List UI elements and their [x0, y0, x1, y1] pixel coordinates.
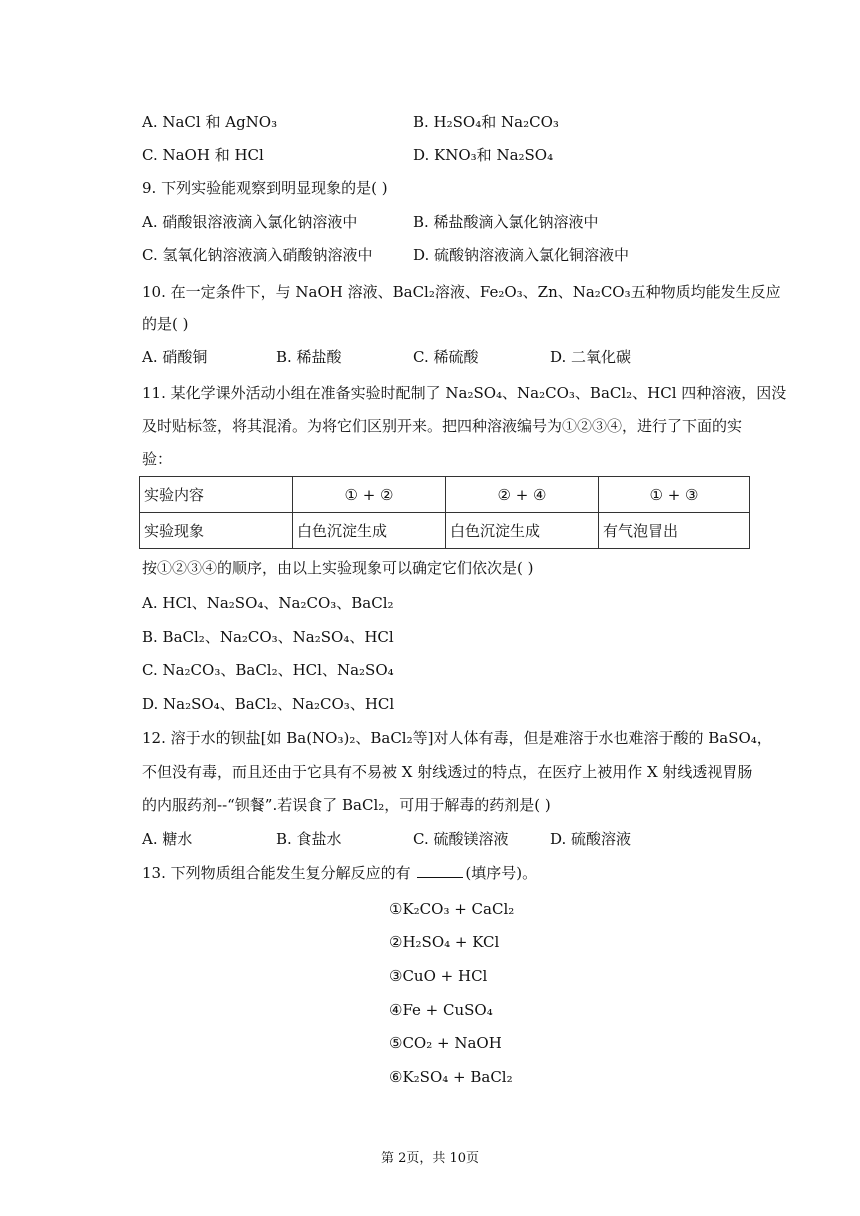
q11-option-b: B. BaCl₂、Na₂CO₃、Na₂SO₄、HCl — [142, 628, 394, 646]
q9-option-a: A. 硝酸银溶液滴入氯化钠溶液中 — [142, 213, 358, 231]
q10-option-d: D. 二氧化碳 — [550, 348, 632, 366]
q13-item: ③CuO + HCl — [389, 967, 488, 985]
q12-option-a: A. 糖水 — [142, 830, 193, 848]
q13-item: ④Fe + CuSO₄ — [389, 1001, 493, 1019]
q9-option-d: D. 硫酸钠溶液滴入氯化铜溶液中 — [413, 246, 630, 264]
q8-option-a: A. NaCl 和 AgNO₃ — [142, 113, 278, 131]
q13-stem-after: (填序号)。 — [465, 864, 538, 882]
page-footer: 第 2页，共 10页 — [380, 1151, 480, 1166]
table-cell: 有气泡冒出 — [599, 513, 750, 549]
q12-stem-line2: 不但没有毒，而且还由于它具有不易被 X 射线透过的特点，在医疗上被用作 X 射线透视胃肠 — [142, 763, 753, 781]
q11-stem-line2: 及时贴标签，将其混淆。为将它们区别开来。把四种溶液编号为①②③④，进行了下面的实 — [142, 417, 743, 435]
q8-option-d: D. KNO₃和 Na₂SO₄ — [413, 146, 554, 164]
q10-option-c: C. 稀硫酸 — [413, 348, 479, 366]
table-cell: 实验内容 — [140, 477, 293, 513]
q13-item: ⑥K₂SO₄ + BaCl₂ — [389, 1068, 513, 1086]
q11-stem-line3: 验： — [142, 450, 173, 468]
q13-item: ②H₂SO₄ + KCl — [389, 933, 500, 951]
q12-stem-line1: 12. 溶于水的钡盐[如 Ba(NO₃)₂、BaCl₂等]对人体有毒，但是难溶于水也难溶于酸的 BaSO₄， — [142, 729, 772, 747]
answer-blank — [417, 863, 463, 878]
table-cell: ① + ② — [293, 477, 446, 513]
q13-stem — [142, 862, 537, 884]
q12-option-c: C. 硫酸镁溶液 — [413, 830, 509, 848]
table-cell: 白色沉淀生成 — [293, 513, 446, 549]
q9-stem: 9. 下列实验能观察到明显现象的是( ) — [142, 179, 388, 197]
q9-option-b: B. 稀盐酸滴入氯化钠溶液中 — [413, 213, 599, 231]
q13-item: ⑤CO₂ + NaOH — [389, 1034, 502, 1052]
q11-question: 按①②③④的顺序，由以上实验现象可以确定它们依次是( ) — [142, 559, 534, 577]
q12-stem-line3: 的内服药剂--“钡餐”.若误食了 BaCl₂，可用于解毒的药剂是( ) — [142, 796, 551, 814]
q13-stem-before: 13. 下列物质组合能发生复分解反应的有 — [142, 864, 416, 882]
experiment-table — [139, 476, 750, 549]
q8-option-b: B. H₂SO₄和 Na₂CO₃ — [413, 113, 559, 131]
q11-option-a: A. HCl、Na₂SO₄、Na₂CO₃、BaCl₂ — [142, 594, 394, 612]
q12-option-d: D. 硫酸溶液 — [550, 830, 632, 848]
table-cell: 实验现象 — [140, 513, 293, 549]
q11-option-d: D. Na₂SO₄、BaCl₂、Na₂CO₃、HCl — [142, 695, 395, 713]
q10-stem-line1: 10. 在一定条件下，与 NaOH 溶液、BaCl₂溶液、Fe₂O₃、Zn、Na₂CO₃五种物质均能发生反应 — [142, 283, 781, 301]
q11-stem-line1: 11. 某化学课外活动小组在准备实验时配制了 Na₂SO₄、Na₂CO₃、BaCl₂、HCl 四种溶液，因没 — [142, 384, 787, 402]
q10-stem-line2: 的是( ) — [142, 315, 189, 333]
q12-option-b: B. 食盐水 — [276, 830, 342, 848]
table-row — [140, 513, 750, 549]
q11-option-c: C. Na₂CO₃、BaCl₂、HCl、Na₂SO₄ — [142, 661, 394, 679]
q13-item: ①K₂CO₃ + CaCl₂ — [389, 900, 515, 918]
table-cell: ② + ④ — [446, 477, 599, 513]
q9-option-c: C. 氢氧化钠溶液滴入硝酸钠溶液中 — [142, 246, 373, 264]
q10-option-b: B. 稀盐酸 — [276, 348, 342, 366]
q10-option-a: A. 硝酸铜 — [142, 348, 208, 366]
table-cell: ① + ③ — [599, 477, 750, 513]
table-row — [140, 477, 750, 513]
q8-option-c: C. NaOH 和 HCl — [142, 146, 264, 164]
table-cell: 白色沉淀生成 — [446, 513, 599, 549]
